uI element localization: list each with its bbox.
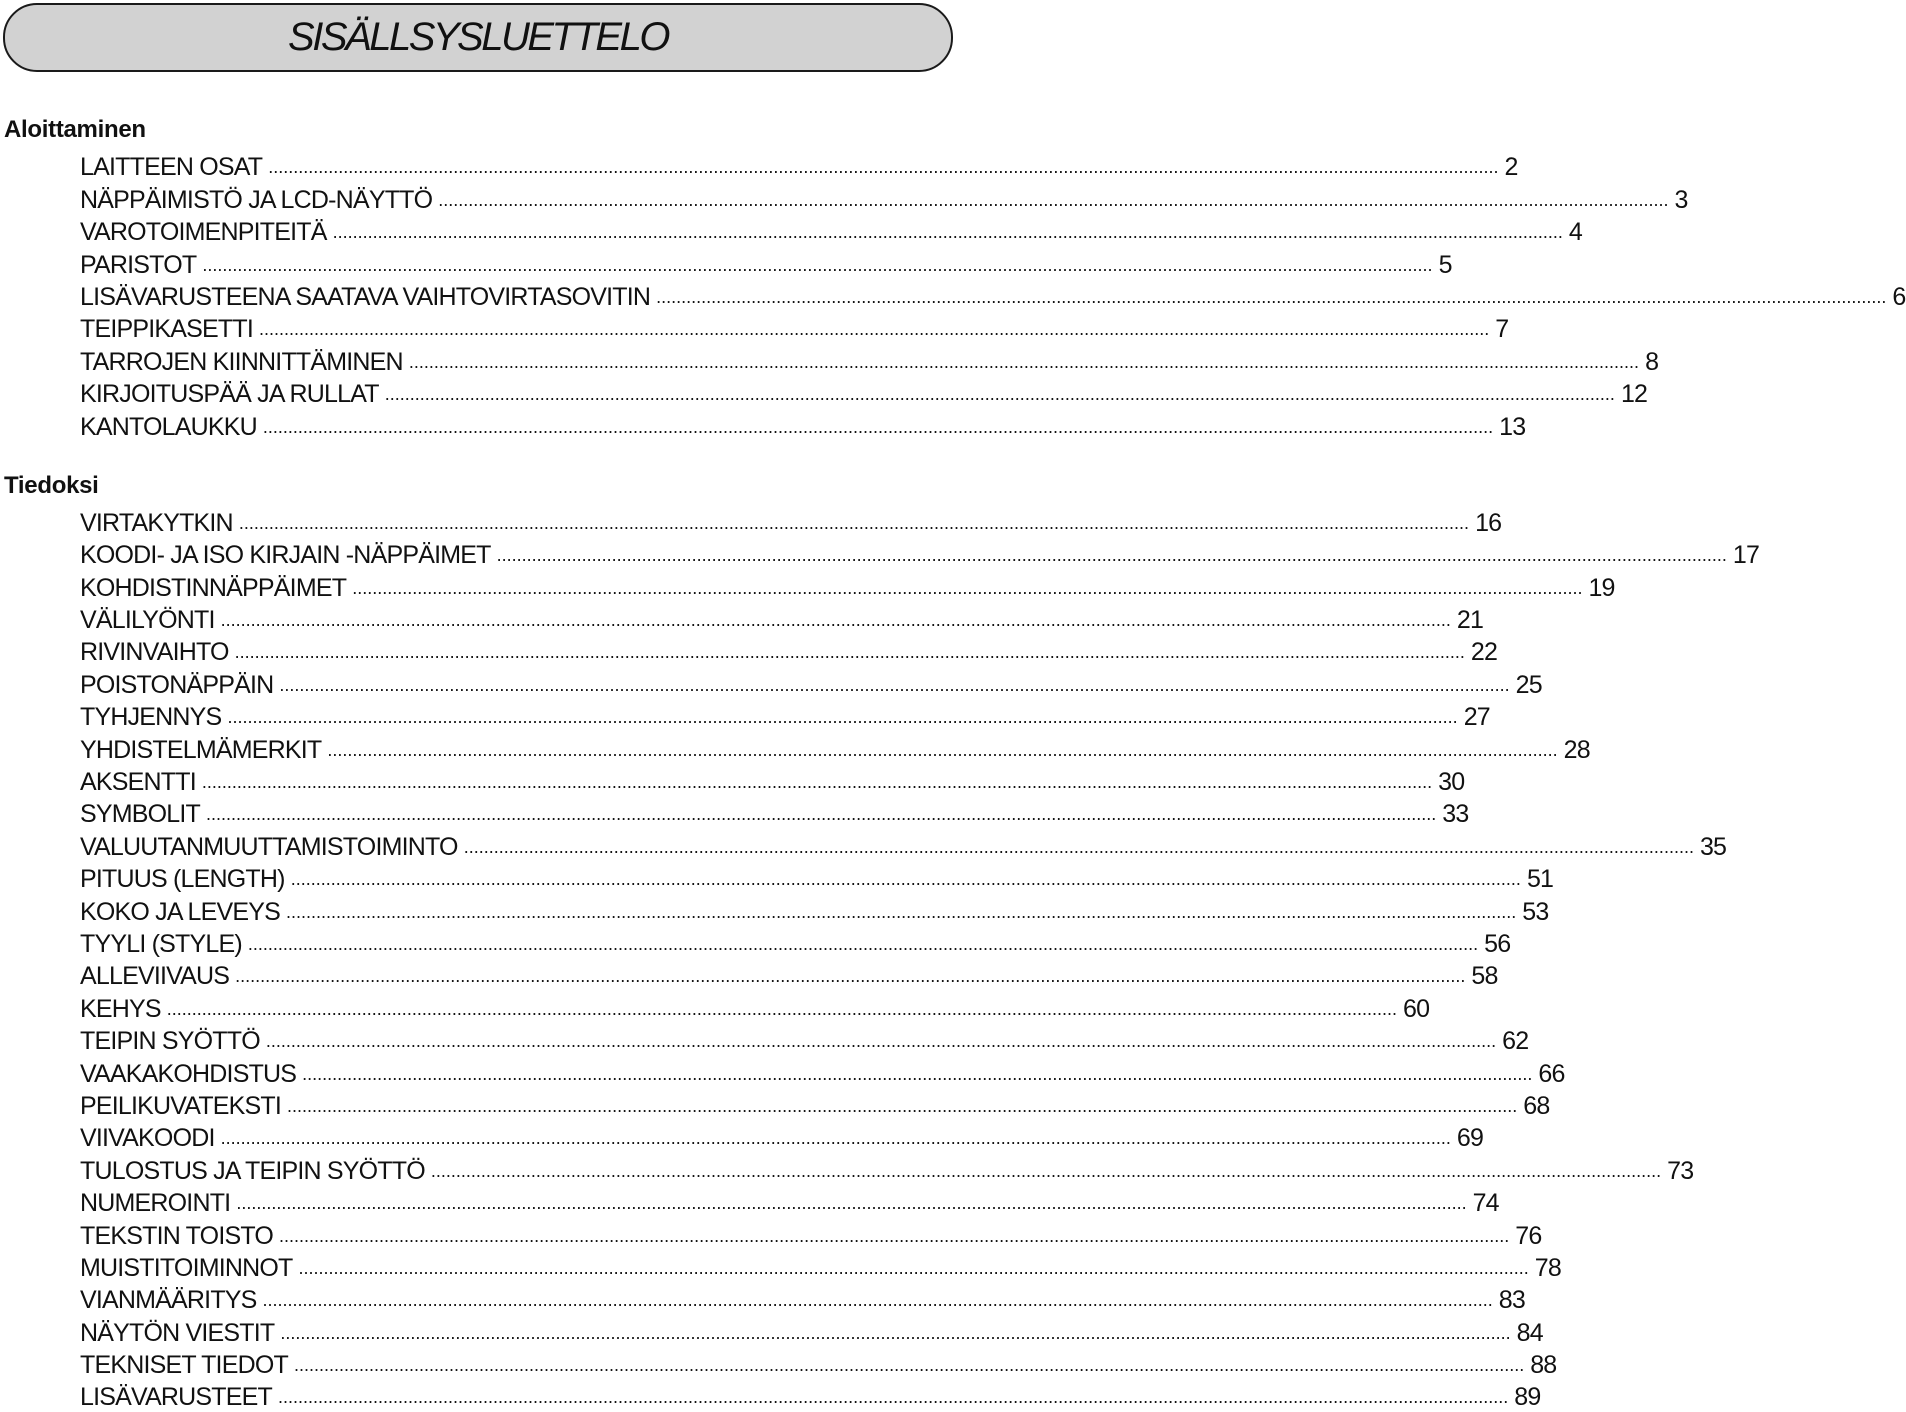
section-spacer xyxy=(0,442,960,466)
toc-entry[interactable] xyxy=(80,344,1659,376)
toc-entry[interactable] xyxy=(80,1315,1543,1347)
dot-leader: ...................................................................................................................................................................................................................................................... xyxy=(202,254,1433,275)
entry-page-number: 8 xyxy=(1645,347,1659,376)
entry-title: TYHJENNYS xyxy=(80,703,222,732)
entry-title: SYMBOLIT xyxy=(80,800,201,829)
entry-page-number: 89 xyxy=(1514,1383,1541,1412)
toc-entry[interactable] xyxy=(80,312,1509,344)
dot-leader: ...................................................................................................................................................................................................................................................... xyxy=(166,998,1398,1019)
toc-entry[interactable] xyxy=(80,862,1554,894)
dot-leader: ...................................................................................................................................................................................................................................................... xyxy=(656,286,1887,307)
dot-leader: ...................................................................................................................................................................................................................................................... xyxy=(247,933,1479,954)
entry-title: TEKNISET TIEDOT xyxy=(80,1351,288,1380)
toc-entry[interactable] xyxy=(80,570,1615,602)
dot-leader: ...................................................................................................................................................................................................................................................... xyxy=(286,901,1517,922)
dot-leader: ...................................................................................................................................................................................................................................................... xyxy=(236,1193,1467,1214)
entry-page-number: 12 xyxy=(1620,380,1648,409)
toc-entry[interactable] xyxy=(80,215,1582,247)
entry-page-number: 74 xyxy=(1472,1189,1499,1218)
entry-page-number: 66 xyxy=(1538,1059,1565,1088)
dot-leader: ...................................................................................................................................................................................................................................................... xyxy=(496,545,1727,566)
entry-title: PARISTOT xyxy=(80,250,197,279)
toc-entry[interactable] xyxy=(80,247,1452,279)
toc-entry[interactable] xyxy=(80,1218,1542,1250)
toc-entry[interactable] xyxy=(80,635,1498,667)
dot-leader: ...................................................................................................................................................................................................................................................... xyxy=(438,189,1669,210)
entry-page-number: 83 xyxy=(1498,1286,1526,1315)
toc-entry[interactable] xyxy=(80,1283,1526,1315)
dot-leader: ...................................................................................................................................................................................................................................................... xyxy=(206,804,1437,825)
toc-entry[interactable] xyxy=(80,1056,1565,1088)
entry-title: KOODI- JA ISO KIRJAIN -NÄPPÄIMET xyxy=(80,541,491,570)
dot-leader: ...................................................................................................................................................................................................................................................... xyxy=(258,319,1490,340)
toc-entry[interactable] xyxy=(80,377,1648,409)
dot-leader: ...................................................................................................................................................................................................................................................... xyxy=(280,1322,1511,1343)
toc-list xyxy=(0,506,1760,1412)
entry-page-number: 88 xyxy=(1530,1351,1557,1380)
toc-entry[interactable] xyxy=(80,765,1465,797)
entry-title: VIRTAKYTKIN xyxy=(80,508,233,537)
entry-page-number: 35 xyxy=(1699,832,1727,861)
entry-title: YHDISTELMÄMERKIT xyxy=(80,735,322,764)
entry-title: KIRJOITUSPÄÄ JA RULLAT xyxy=(80,380,379,409)
dot-leader: ...................................................................................................................................................................................................................................................... xyxy=(265,1031,1497,1052)
entry-title: VAAKAKOHDISTUS xyxy=(80,1059,297,1088)
dot-leader: ...................................................................................................................................................................................................................................................... xyxy=(201,772,1433,793)
entry-title: RIVINVAIHTO xyxy=(80,638,229,667)
toc-entry[interactable] xyxy=(80,1121,1484,1153)
entry-title: PEILIKUVATEKSTI xyxy=(80,1091,282,1120)
entry-title: NÄYTÖN VIESTIT xyxy=(80,1318,275,1347)
entry-page-number: 5 xyxy=(1438,250,1452,279)
entry-title: KEHYS xyxy=(80,994,161,1023)
toc-entry[interactable] xyxy=(80,1024,1529,1056)
dot-leader: ...................................................................................................................................................................................................................................................... xyxy=(227,707,1458,728)
entry-page-number: 53 xyxy=(1522,897,1549,926)
entry-page-number: 60 xyxy=(1403,994,1430,1023)
entry-page-number: 76 xyxy=(1515,1221,1542,1250)
entry-title: PITUUS (LENGTH) xyxy=(80,865,285,894)
dot-leader: ...................................................................................................................................................................................................................................................... xyxy=(298,1257,1529,1278)
toc-entry[interactable] xyxy=(80,732,1590,764)
entry-title: KANTOLAUKKU xyxy=(80,412,257,441)
toc-entry[interactable] xyxy=(80,1153,1694,1185)
toc-entry[interactable] xyxy=(80,959,1498,991)
entry-page-number: 58 xyxy=(1471,962,1498,991)
entry-page-number: 16 xyxy=(1475,508,1502,537)
entry-page-number: 13 xyxy=(1499,412,1526,441)
dot-leader: ...................................................................................................................................................................................................................................................... xyxy=(463,836,1694,857)
dot-leader: ...................................................................................................................................................................................................................................................... xyxy=(279,1225,1510,1246)
entry-title: TYYLI (STYLE) xyxy=(80,929,242,958)
entry-page-number: 69 xyxy=(1456,1124,1484,1153)
dot-leader: ...................................................................................................................................................................................................................................................... xyxy=(220,1128,1451,1149)
dot-leader: ...................................................................................................................................................................................................................................................... xyxy=(238,512,1470,533)
dot-leader: ...................................................................................................................................................................................................................................................... xyxy=(430,1160,1662,1181)
entry-page-number: 27 xyxy=(1463,703,1490,732)
entry-page-number: 17 xyxy=(1732,541,1760,570)
entry-title: AKSENTTI xyxy=(80,768,196,797)
entry-title: VÄLILYÖNTI xyxy=(80,606,215,635)
toc-list xyxy=(0,150,1906,442)
entry-title: TARROJEN KIINNITTÄMINEN xyxy=(80,347,403,376)
dot-leader: ...................................................................................................................................................................................................................................................... xyxy=(408,351,1640,372)
entry-page-number: 19 xyxy=(1588,573,1615,602)
entry-page-number: 22 xyxy=(1470,638,1498,667)
section-heading: Aloittaminen xyxy=(4,116,146,143)
toc-entry[interactable] xyxy=(80,1251,1561,1283)
entry-page-number: 51 xyxy=(1526,865,1554,894)
toc-section xyxy=(0,466,1760,1412)
dot-leader: ...................................................................................................................................................................................................................................................... xyxy=(384,384,1615,405)
entry-title: NÄPPÄIMISTÖ JA LCD-NÄYTTÖ xyxy=(80,185,433,214)
entry-page-number: 7 xyxy=(1495,315,1509,344)
entry-page-number: 56 xyxy=(1484,929,1511,958)
entry-title: MUISTITOIMINNOT xyxy=(80,1253,293,1282)
toc-entry[interactable] xyxy=(80,409,1526,441)
entry-title: KOKO JA LEVEYS xyxy=(80,897,281,926)
toc-entry[interactable] xyxy=(80,1089,1550,1121)
toc-entry[interactable] xyxy=(80,667,1542,699)
entry-title: VIIVAKOODI xyxy=(80,1124,215,1153)
entry-title: TEKSTIN TOISTO xyxy=(80,1221,274,1250)
entry-title: POISTONÄPPÄIN xyxy=(80,670,274,699)
entry-title: LISÄVARUSTEET xyxy=(80,1383,272,1412)
entry-title: LAITTEEN OSAT xyxy=(80,153,263,182)
toc-entry[interactable] xyxy=(80,1186,1499,1218)
dot-leader: ...................................................................................................................................................................................................................................................... xyxy=(268,157,1499,178)
entry-page-number: 25 xyxy=(1515,670,1542,699)
entry-page-number: 62 xyxy=(1502,1027,1529,1056)
dot-leader: ...................................................................................................................................................................................................................................................... xyxy=(287,1095,1518,1116)
dot-leader: ...................................................................................................................................................................................................................................................... xyxy=(293,1355,1525,1376)
page-title: SISÄLLSYSLUETTELO xyxy=(288,15,668,59)
toc-entry[interactable] xyxy=(80,927,1511,959)
dot-leader: ...................................................................................................................................................................................................................................................... xyxy=(302,1063,1533,1084)
entry-page-number: 68 xyxy=(1523,1091,1550,1120)
entry-page-number: 33 xyxy=(1442,800,1469,829)
toc-entry[interactable] xyxy=(80,538,1760,570)
entry-page-number: 6 xyxy=(1892,282,1906,311)
entry-page-number: 4 xyxy=(1568,218,1582,247)
dot-leader: ...................................................................................................................................................................................................................................................... xyxy=(220,610,1451,631)
toc-entry[interactable] xyxy=(80,603,1484,635)
entry-page-number: 84 xyxy=(1516,1318,1543,1347)
table-of-contents xyxy=(0,110,1906,1412)
dot-leader: ...................................................................................................................................................................................................................................................... xyxy=(352,577,1583,598)
dot-leader: ...................................................................................................................................................................................................................................................... xyxy=(327,739,1558,760)
dot-leader: ...................................................................................................................................................................................................................................................... xyxy=(279,674,1510,695)
dot-leader: ...................................................................................................................................................................................................................................................... xyxy=(290,869,1521,890)
entry-title: TEIPIN SYÖTTÖ xyxy=(80,1027,260,1056)
section-heading: Tiedoksi xyxy=(4,471,99,499)
dot-leader: ...................................................................................................................................................................................................................................................... xyxy=(262,1290,1493,1311)
toc-entry[interactable] xyxy=(80,280,1906,312)
entry-title: ALLEVIIVAUS xyxy=(80,962,230,991)
entry-page-number: 21 xyxy=(1456,606,1484,635)
dot-leader: ...................................................................................................................................................................................................................................................... xyxy=(234,642,1465,663)
entry-title: VAROTOIMENPITEITÄ xyxy=(80,218,327,247)
entry-title: VIANMÄÄRITYS xyxy=(80,1286,257,1315)
entry-title: VALUUTANMUUTTAMISTOIMINTO xyxy=(80,832,458,861)
entry-page-number: 28 xyxy=(1563,735,1590,764)
entry-page-number: 3 xyxy=(1674,185,1688,214)
toc-entry[interactable] xyxy=(80,506,1502,538)
toc-entry[interactable] xyxy=(80,1348,1557,1380)
toc-entry[interactable] xyxy=(80,829,1727,861)
dot-leader: ...................................................................................................................................................................................................................................................... xyxy=(262,416,1494,437)
entry-title: TULOSTUS JA TEIPIN SYÖTTÖ xyxy=(80,1156,425,1185)
dot-leader: ...................................................................................................................................................................................................................................................... xyxy=(277,1387,1509,1408)
toc-entry[interactable] xyxy=(80,150,1518,182)
dot-leader: ...................................................................................................................................................................................................................................................... xyxy=(235,966,1466,987)
toc-entry[interactable] xyxy=(80,1380,1541,1412)
entry-page-number: 30 xyxy=(1438,768,1465,797)
toc-entry[interactable] xyxy=(80,182,1688,214)
dot-leader: ...................................................................................................................................................................................................................................................... xyxy=(332,222,1563,243)
title-banner xyxy=(3,3,953,72)
entry-page-number: 73 xyxy=(1667,1156,1694,1185)
toc-entry[interactable] xyxy=(80,894,1549,926)
toc-entry[interactable] xyxy=(80,991,1430,1023)
entry-title: TEIPPIKASETTI xyxy=(80,315,253,344)
entry-title: LISÄVARUSTEENA SAATAVA VAIHTOVIRTASOVITIN xyxy=(80,282,651,311)
toc-section xyxy=(0,110,1906,442)
toc-entry[interactable] xyxy=(80,797,1469,829)
entry-page-number: 78 xyxy=(1534,1253,1561,1282)
entry-page-number: 2 xyxy=(1504,153,1518,182)
toc-entry[interactable] xyxy=(80,700,1490,732)
entry-title: NUMEROINTI xyxy=(80,1189,231,1218)
entry-title: KOHDISTINNÄPPÄIMET xyxy=(80,573,347,602)
